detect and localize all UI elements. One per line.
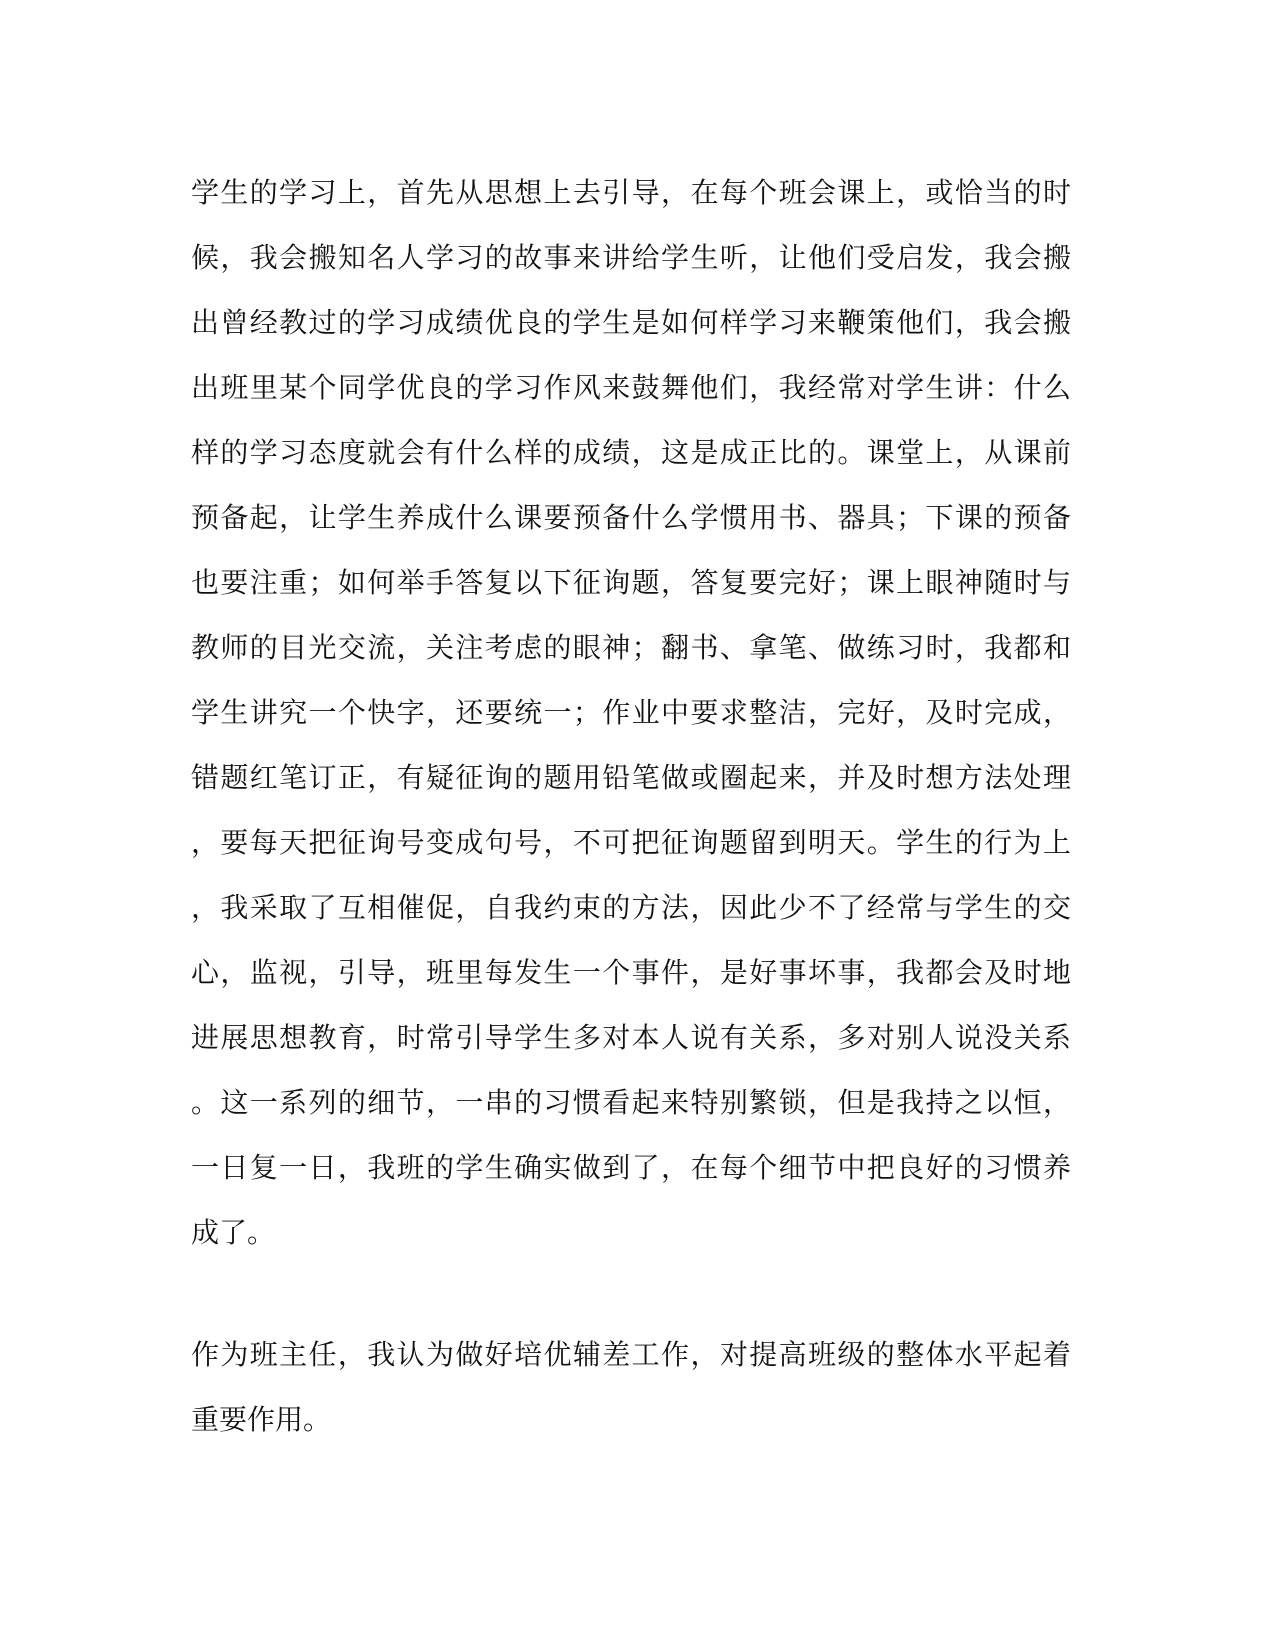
- text-line: 也要注重；如何举手答复以下征询题，答复要完好；课上眼神随时与: [191, 566, 1071, 599]
- paragraph-1: [191, 160, 1071, 1265]
- text-line: 教师的目光交流，关注考虑的眼神；翻书、拿笔、做练习时，我都和: [191, 631, 1071, 664]
- text-line: 作为班主任，我认为做好培优辅差工作，对提高班级的整体水平起着: [191, 1338, 1071, 1371]
- text-line: 样的学习态度就会有什么样的成绩，这是成正比的。课堂上，从课前: [191, 436, 1071, 469]
- text-line: 学生的学习上，首先从思想上去引导，在每个班会课上，或恰当的时: [191, 176, 1071, 209]
- text-line: 成了。: [191, 1216, 276, 1249]
- paragraph-2: [191, 1322, 1071, 1452]
- text-line: 候，我会搬知名人学习的故事来讲给学生听，让他们受启发，我会搬: [191, 241, 1071, 274]
- text-line: ，我采取了互相催促，自我约束的方法，因此少不了经常与学生的交: [191, 891, 1071, 924]
- text-line: 预备起，让学生养成什么课要预备什么学惯用书、器具；下课的预备: [191, 501, 1071, 534]
- text-line: ，要每天把征询号变成句号，不可把征询题留到明天。学生的行为上: [191, 826, 1071, 859]
- text-line: 错题红笔订正，有疑征询的题用铅笔做或圈起来，并及时想方法处理: [191, 761, 1071, 794]
- text-line: 进展思想教育，时常引导学生多对本人说有关系，多对别人说没关系: [191, 1021, 1071, 1054]
- text-line: 重要作用。: [191, 1403, 332, 1436]
- text-line: 学生讲究一个快字，还要统一；作业中要求整洁，完好，及时完成，: [191, 696, 1071, 729]
- text-line: 出曾经教过的学习成绩优良的学生是如何样学习来鞭策他们，我会搬: [191, 306, 1071, 339]
- text-line: 心，监视，引导，班里每发生一个事件，是好事坏事，我都会及时地: [191, 956, 1071, 989]
- text-line: 。这一系列的细节，一串的习惯看起来特别繁锁，但是我持之以恒，: [191, 1086, 1071, 1119]
- text-line: 出班里某个同学优良的学习作风来鼓舞他们，我经常对学生讲：什么: [191, 371, 1071, 404]
- text-line: 一日复一日，我班的学生确实做到了，在每个细节中把良好的习惯养: [191, 1151, 1071, 1184]
